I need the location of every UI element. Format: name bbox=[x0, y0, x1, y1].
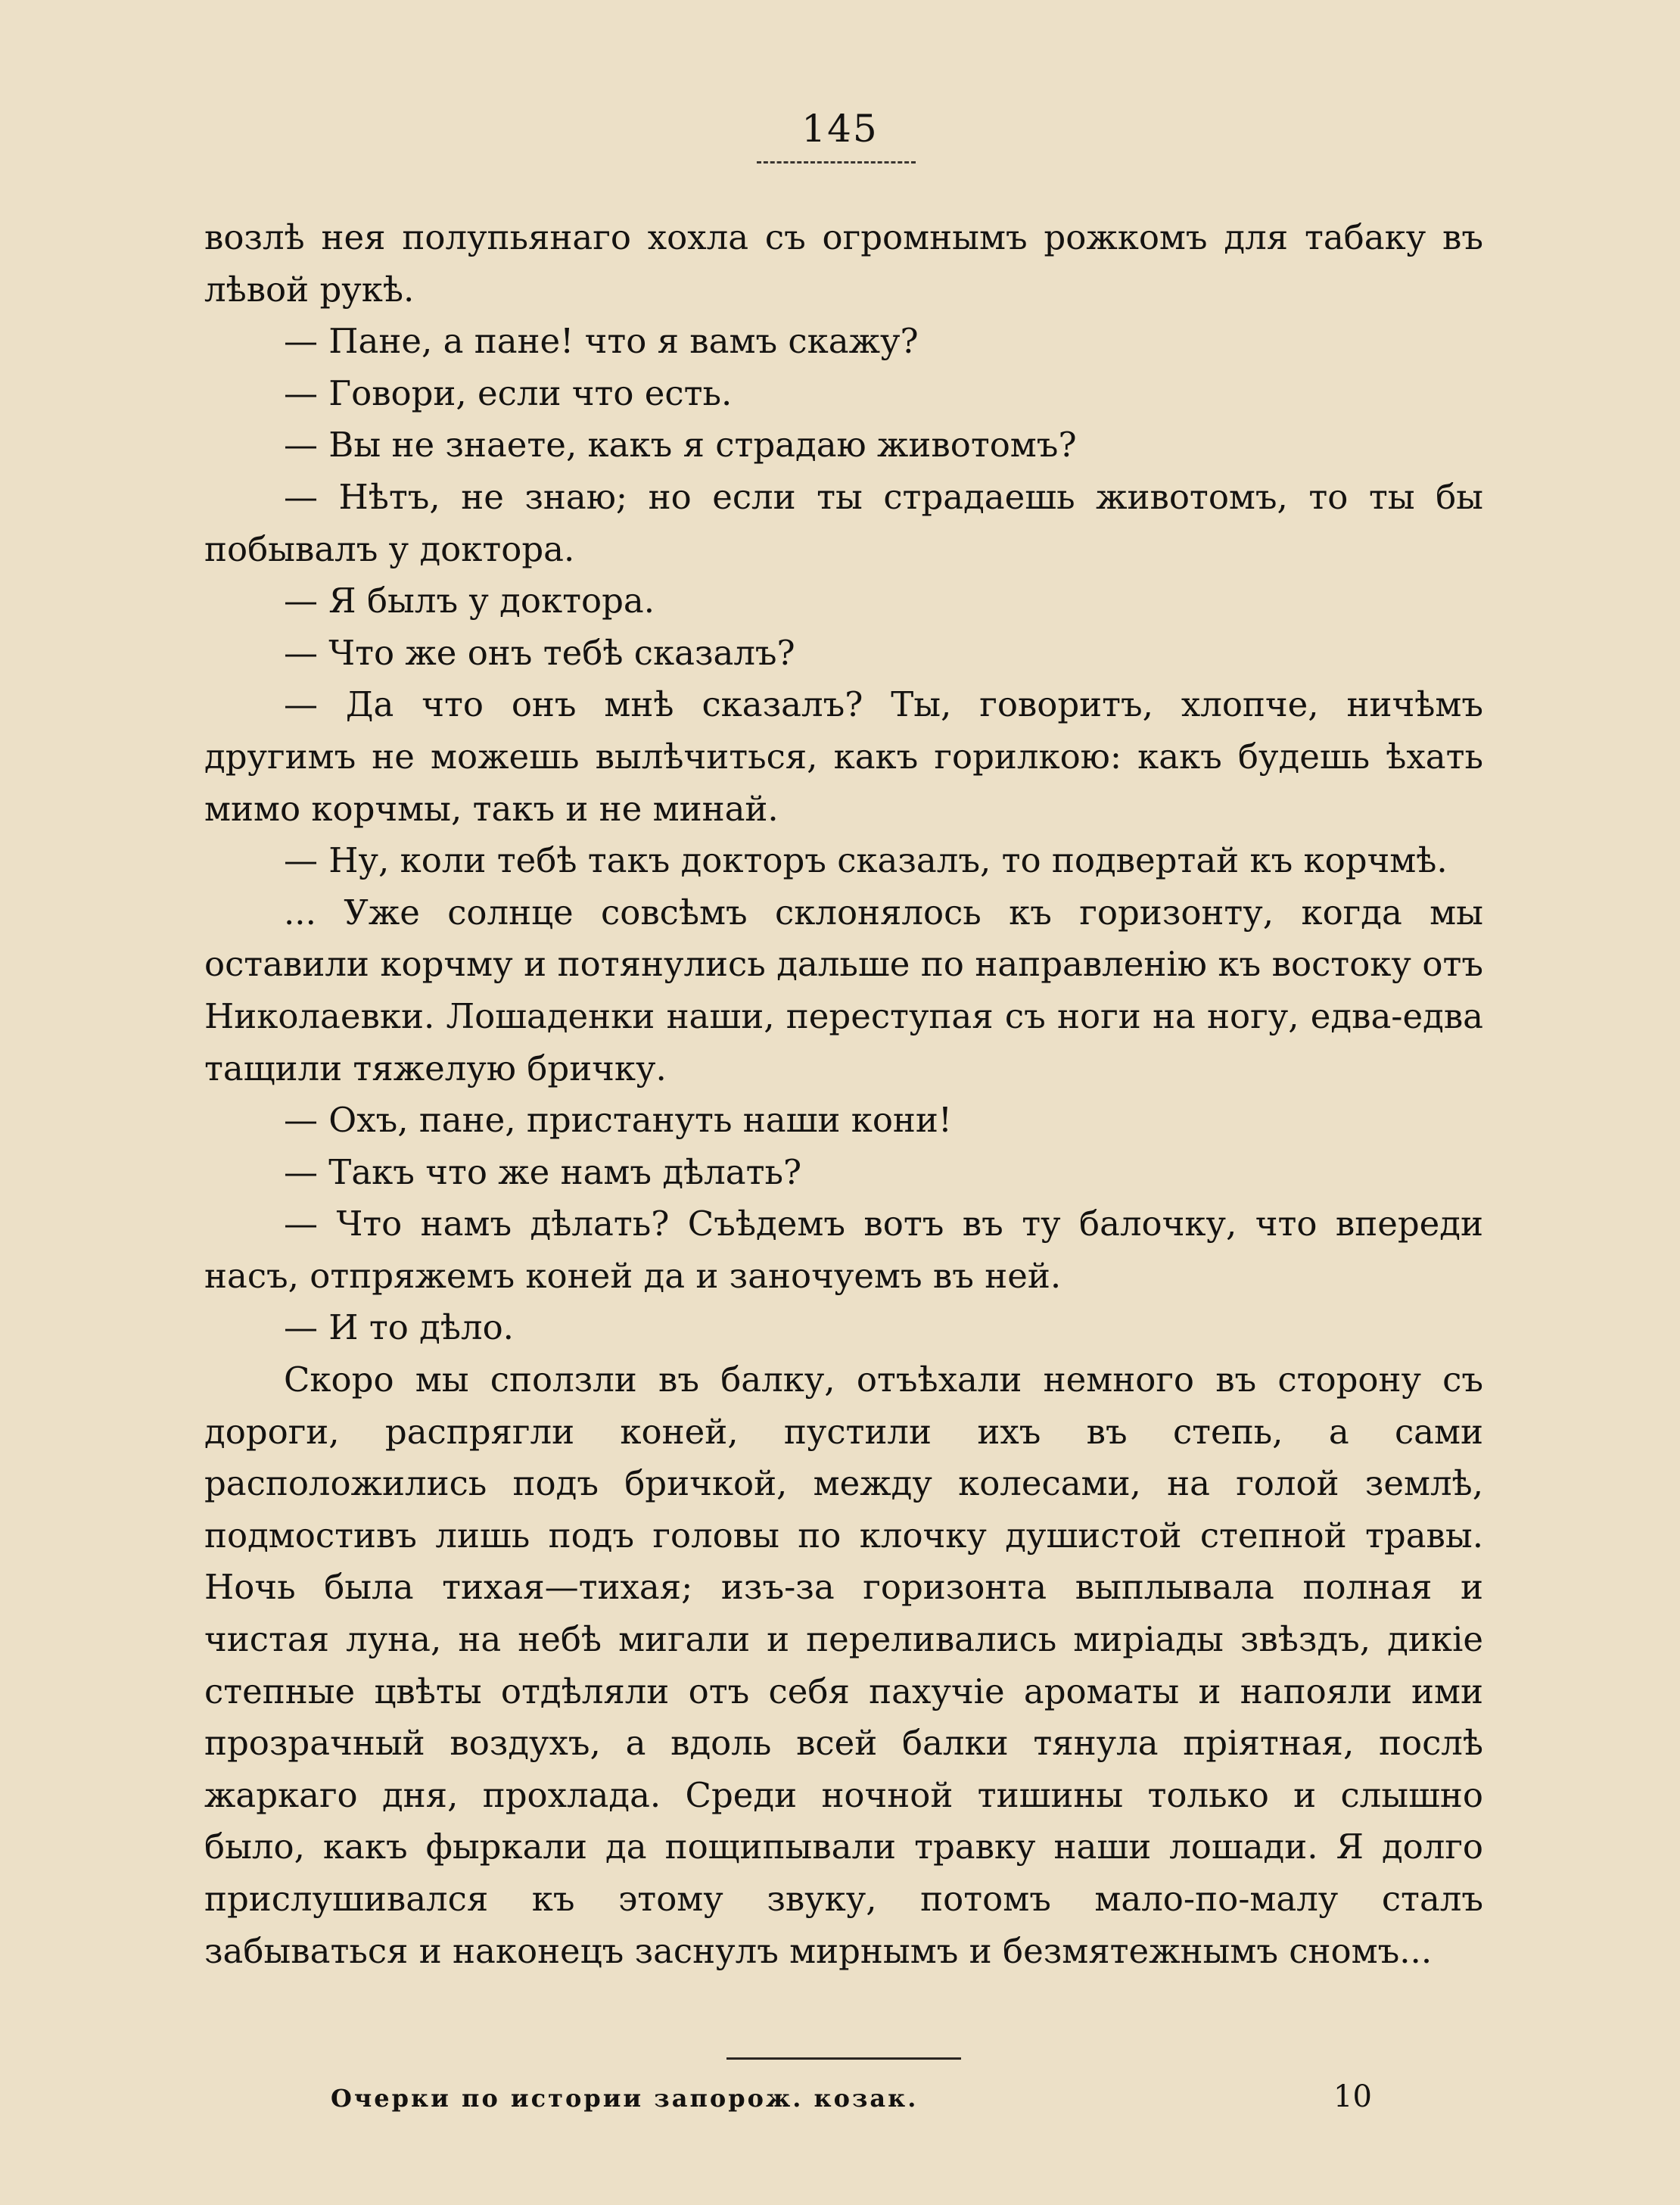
body-text bbox=[204, 212, 1483, 1977]
narrative-paragraph: Скоро мы сползли въ балку, отъѣхали немного въ сторону съ дороги, распрягли коней, пустили ихъ въ степь, а сами расположились подъ бричкой, между колесами, на голой землѣ, подмостивъ лишь подъ головы по клочку душистой степной травы. Ночь была тихая—тихая; изъ-за горизонта выплывала полная и чистая луна, на небѣ мигали и переливались миріады звѣздъ, дикіе степные цвѣты отдѣляли отъ себя пахучіе ароматы и напояли ими прозрачный воздухъ, а вдоль всей балки тянула пріятная, послѣ жаркаго дня, прохлада. Среди ночной тишины только и слышно было, какъ фыркали да пощипывали травку наши лошади. Я долго прислушивался къ этому звуку, потомъ мало-по-малу сталъ забываться и наконецъ заснулъ мирнымъ и безмятежнымъ сномъ... bbox=[204, 1359, 1483, 1971]
footer-signature-mark: 10 bbox=[1333, 2079, 1372, 2114]
dialogue-line: — Что же онъ тебѣ сказалъ? bbox=[284, 632, 795, 673]
page-number: 145 bbox=[801, 107, 879, 151]
page-number-rule bbox=[757, 161, 916, 164]
dialogue-line: — Охъ, пане, пристануть наши кони! bbox=[284, 1100, 952, 1141]
dialogue-line: — И то дѣло. bbox=[284, 1307, 514, 1348]
dialogue-line: — Пане, а пане! что я вамъ скажу? bbox=[284, 321, 919, 362]
dialogue-line: — Такъ что же намъ дѣлать? bbox=[284, 1151, 802, 1192]
dialogue-line: — Нѣтъ, не знаю; но если ты страдаешь животомъ, то ты бы побывалъ у доктора. bbox=[204, 476, 1483, 569]
narrative-paragraph: ... Уже солнце совсѣмъ склонялось къ горизонту, когда мы оставили корчму и потянулись дальше по направленію къ востоку отъ Николаевки. Лошаденки наши, переступая съ ноги на ногу, едва-едва тащили тяжелую бричку. bbox=[204, 892, 1483, 1088]
footer-running-title: Очерки по истории запорож. козак. bbox=[331, 2084, 919, 2113]
dialogue-line: — Ну, коли тебѣ такъ докторъ сказалъ, то подвертай къ корчмѣ. bbox=[284, 840, 1448, 881]
paragraph-continuation: возлѣ нея полупьянаго хохла съ огромнымъ рожкомъ для табаку въ лѣвой рукѣ. bbox=[204, 217, 1483, 310]
dialogue-line: — Вы не знаете, какъ я страдаю животомъ? bbox=[284, 425, 1077, 466]
section-end-rule bbox=[726, 2057, 961, 2060]
dialogue-line: — Говори, если что есть. bbox=[284, 372, 733, 413]
dialogue-line: — Я былъ у доктора. bbox=[284, 581, 655, 621]
dialogue-line: — Что намъ дѣлать? Съѣдемъ вотъ въ ту балочку, что впереди насъ, отпряжемъ коней да и заночуемъ въ ней. bbox=[204, 1204, 1483, 1296]
dialogue-line: — Да что онъ мнѣ сказалъ? Ты, говоритъ, хлопче, ничѣмъ другимъ не можешь вылѣчиться, какъ горилкою: какъ будешь ѣхать мимо корчмы, такъ и не минай. bbox=[204, 684, 1483, 829]
